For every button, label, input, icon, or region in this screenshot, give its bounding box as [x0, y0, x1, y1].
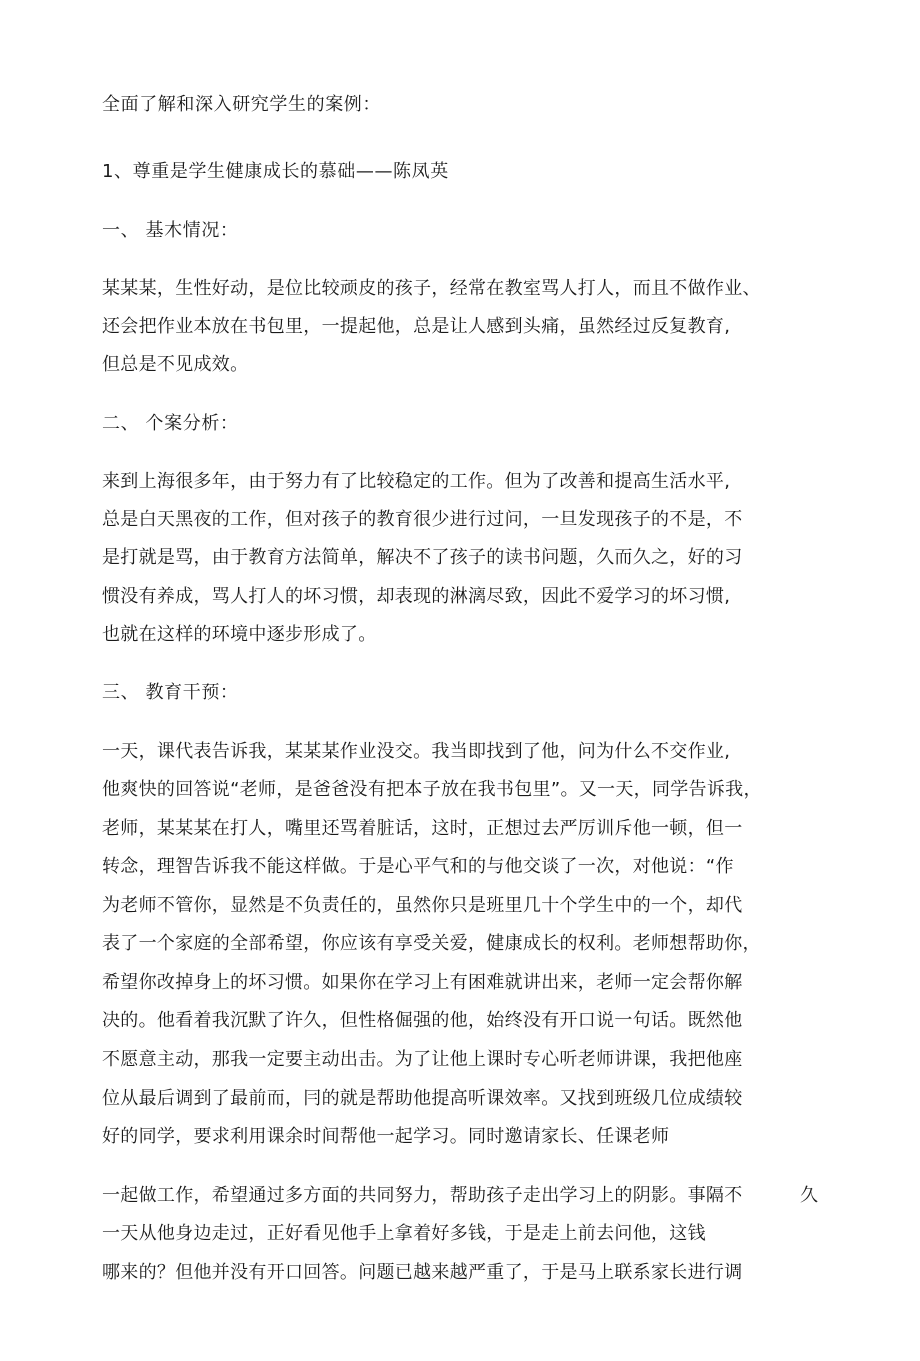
section1-line: 但总是不见成效。: [102, 354, 249, 375]
section3-line: 决的。他看着我沉默了许久，但性格倔强的他，始终没有开口说一句话。既然他: [102, 1010, 743, 1031]
section1-heading: 一、 基木情况：: [102, 220, 239, 241]
section3-heading: 三、 教育干预：: [102, 682, 239, 703]
section3-continuation-line: 一起做工作，希望通过多方面的共同努力，帮助孩子走出学习上的阴影。事隔不: [102, 1185, 743, 1206]
section3-line: 希望你改掉身上的坏习惯。如果你在学习上有困难就讲出来，老师一定会帮你解: [102, 972, 743, 993]
section3-line: 老师，某某某在打人，嘴里还骂着脏话，这时，正想过去严厉训斥他一顿，但一: [102, 818, 743, 839]
section3-line: 位从最后调到了最前而，冃的就是帮助他提高听课效率。又找到班级几位成绩较: [102, 1088, 743, 1109]
section2-line: 是打就是骂，由于教育方法简单，解决不了孩子的读书问题，久而久之，好的习: [102, 547, 743, 568]
section1-line: 还会把作业本放在书包里，一提起他，总是让人感到头痛，虽然经过反复教育,: [102, 316, 731, 337]
section2-line: 惯没有养成，骂人打人的坏习惯，却表现的淋漓尽致，因此不爱学习的坏习惯,: [102, 586, 731, 607]
case-title: 1、尊重是学生健康成长的慕础——陈凤英: [102, 161, 449, 182]
section3-line: 不愿意主动，那我一定要主动出击。为了让他上课时专心听老师讲课，我把他座: [102, 1049, 743, 1070]
section3-line: 为老师不管你，显然是不负责任的，虽然你只是班里几十个学生中的一个，却代: [102, 895, 743, 916]
section1-line: 某某某，生性好动，是位比较顽皮的孩子，经常在教室骂人打人，而且不做作业、: [102, 278, 761, 299]
section2-line: 总是白天黑夜的工作，但对孩子的教育很少进行过问，一旦发现孩子的不是，不: [102, 509, 743, 530]
document-title: 全面了解和深入研究学生的案例：: [102, 94, 381, 115]
section3-continuation-line: 哪来的？但他并没有开口回答。问题已越来越严重了，于是马上联系家长进行调: [102, 1262, 743, 1283]
section3-line: 一天，课代表告诉我，某某某作业没交。我当即找到了他，问为什么不交作业,: [102, 741, 731, 762]
section3-line: 转念，理智告诉我不能这样做。于是心平气和的与他交谈了一次，对他说：“作: [102, 856, 734, 877]
stray-character: 久: [800, 1185, 818, 1206]
section2-line: 也就在这样的环境中逐步形成了。: [102, 624, 377, 645]
section3-line: 表了一个家庭的全部希望，你应该有享受关爱，健康成长的权利。老师想帮助你，: [102, 933, 761, 954]
section3-line: 他爽快的回答说“老师，是爸爸没有把本子放在我书包里”。又一天，同学告诉我，: [102, 779, 762, 800]
section2-heading: 二、 个案分析：: [102, 413, 239, 434]
section3-continuation-line: 一天从他身边走过，正好看见他手上拿着好多钱，于是走上前去问他，这钱: [102, 1223, 706, 1244]
section3-line: 好的同学，要求利用课余时间帮他一起学习。同时邀请家长、任课老师: [102, 1126, 670, 1147]
section2-line: 来到上海很多年，由于努力有了比较稳定的工作。但为了改善和提高生活水平,: [102, 471, 731, 492]
